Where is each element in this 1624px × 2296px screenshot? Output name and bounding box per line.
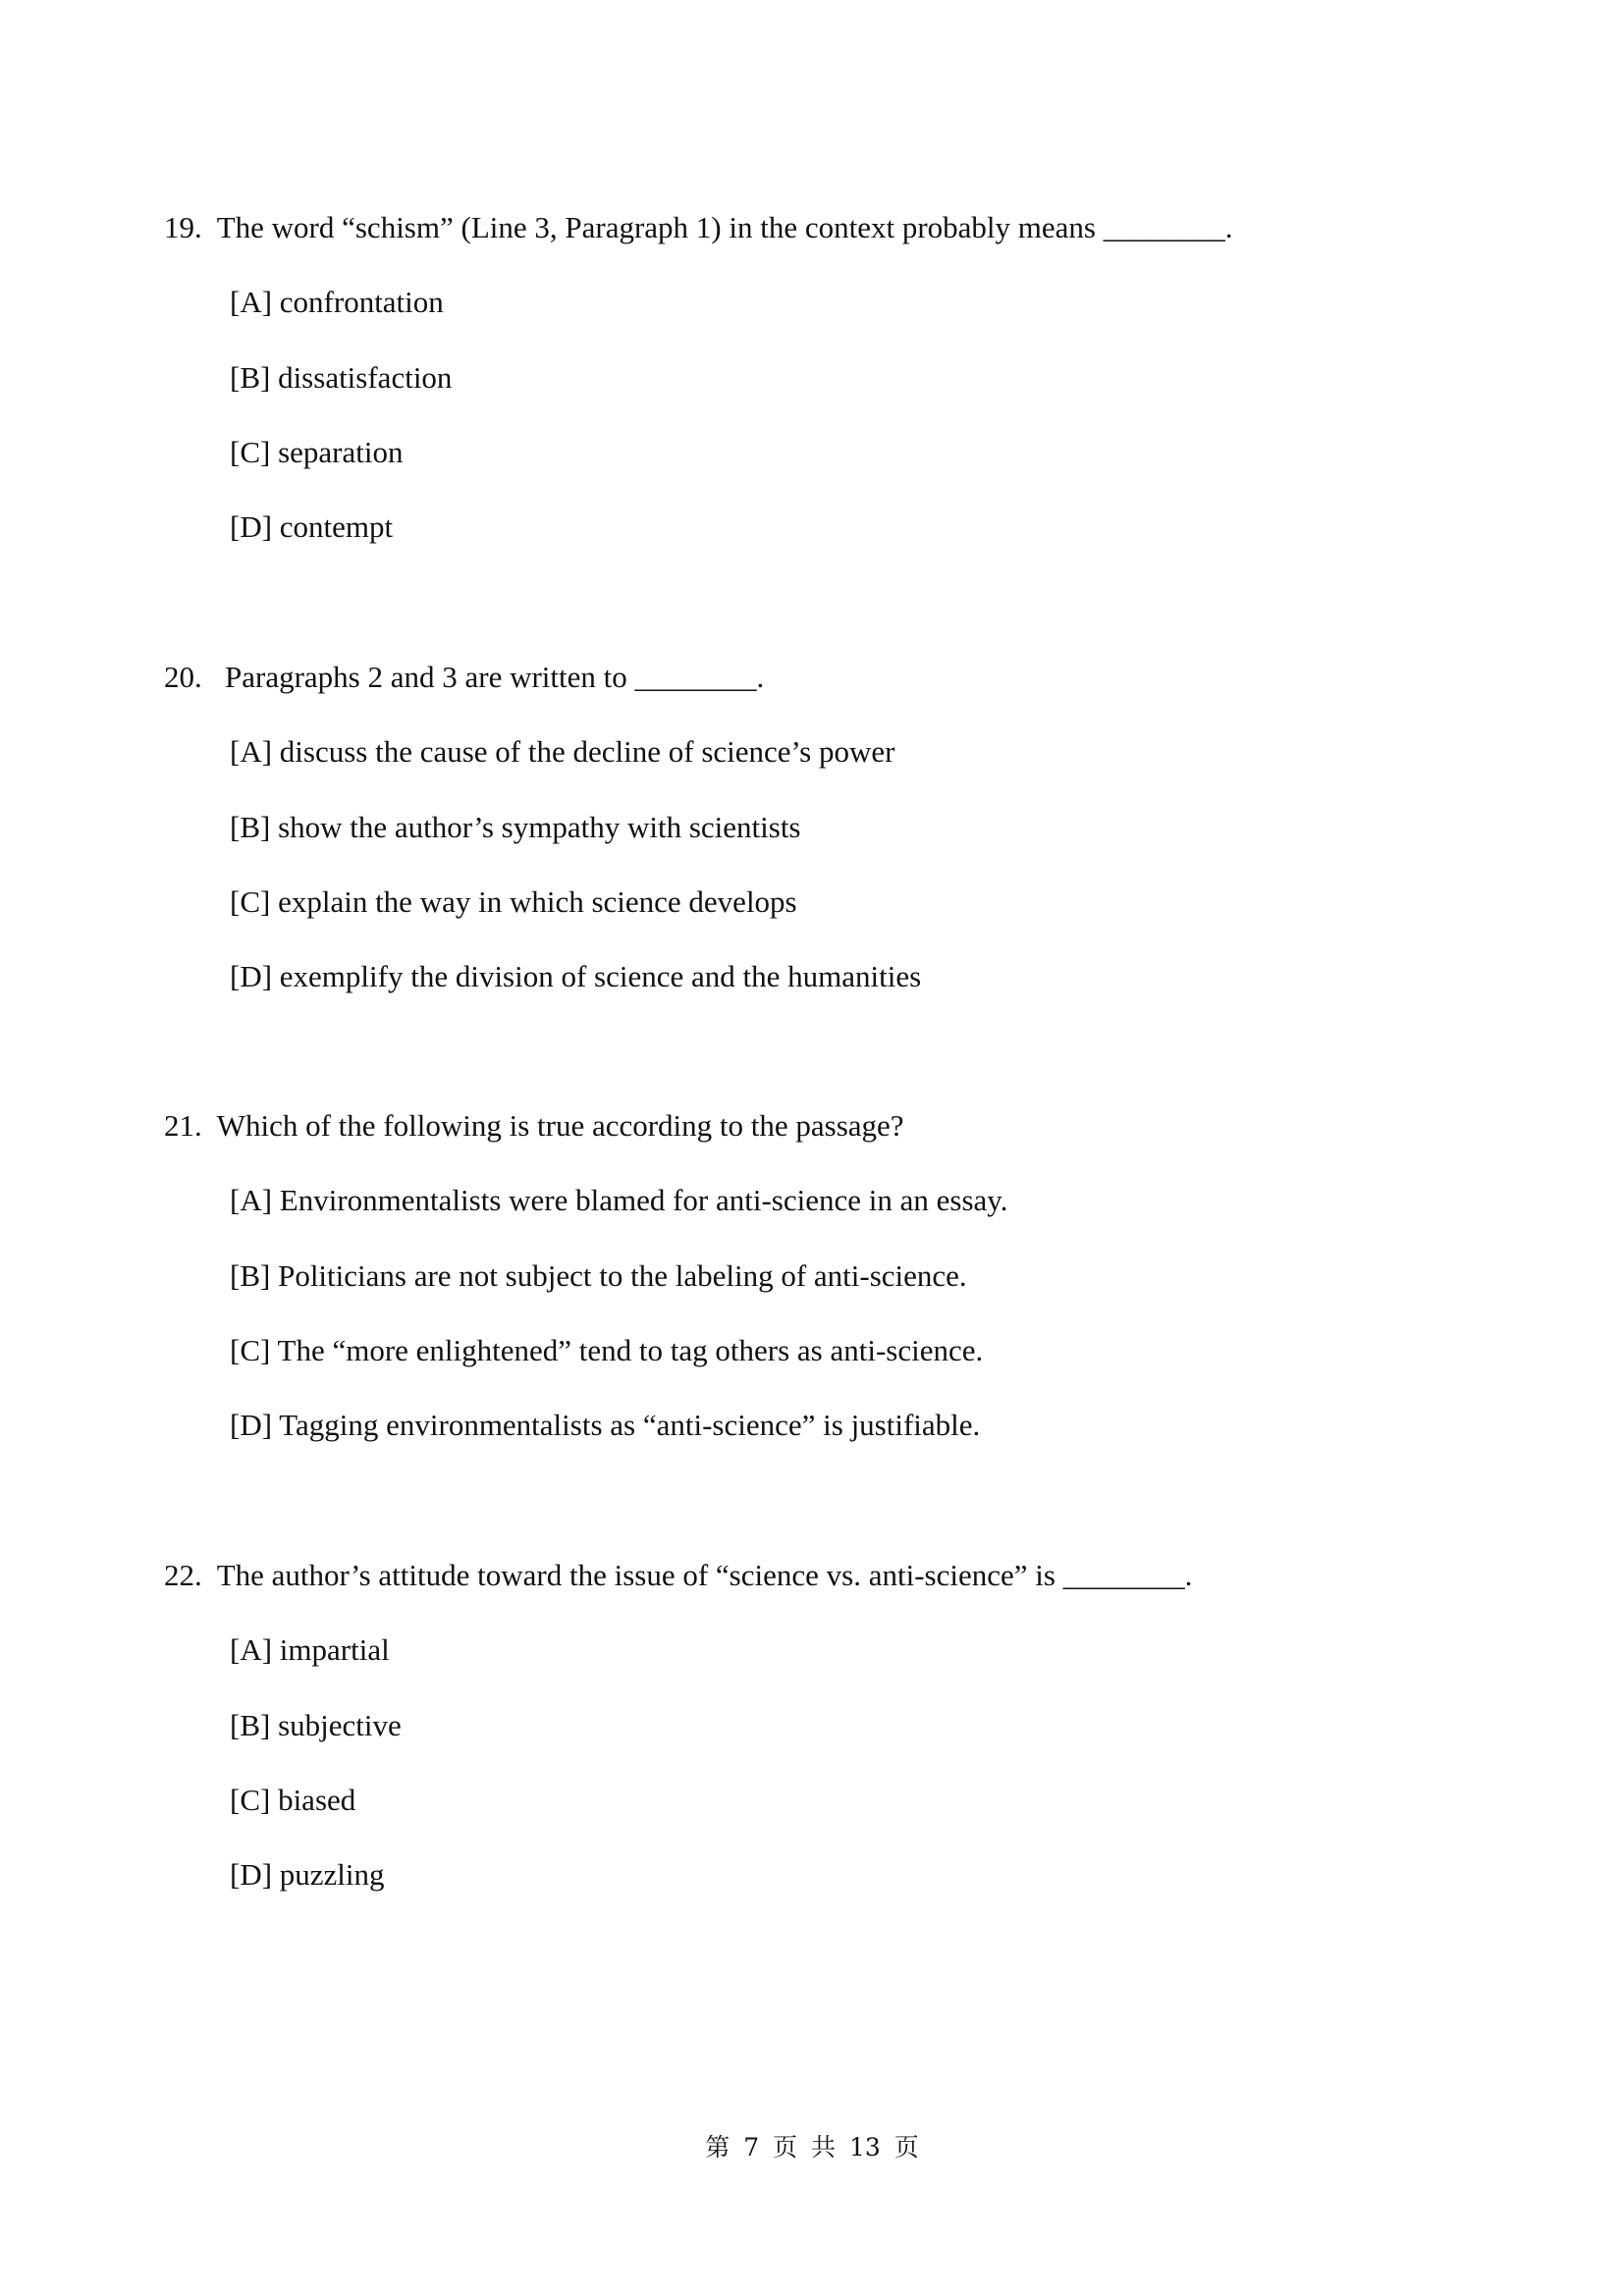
- option-b: [B] Politicians are not subject to the labeling of anti-science.: [230, 1258, 967, 1293]
- question-text: The word “schism” (Line 3, Paragraph 1) in the context probably means ________.: [216, 210, 1233, 244]
- option-c: [C] separation: [230, 435, 404, 469]
- question-stem: [164, 658, 764, 697]
- page-number-footer: 第 7 页 共 13 页: [705, 2133, 919, 2162]
- option-d: [D] contempt: [230, 509, 394, 544]
- option-a: [A] Environmentalists were blamed for anti-science in an essay.: [230, 1183, 1008, 1217]
- question-stem: [164, 208, 1232, 247]
- question-text: Which of the following is true according to the passage?: [216, 1108, 904, 1143]
- question-text: The author’s attitude toward the issue of “science vs. anti-science” is ________.: [216, 1558, 1193, 1592]
- question-stem: [164, 1106, 904, 1146]
- option-b: [B] dissatisfaction: [230, 360, 453, 395]
- option-c: [C] The “more enlightened” tend to tag others as anti-science.: [230, 1333, 984, 1367]
- option-c: [C] explain the way in which science develops: [230, 884, 797, 919]
- question-stem: [164, 1556, 1192, 1595]
- question-number: 22.: [164, 1558, 202, 1592]
- option-a: [A] discuss the cause of the decline of science’s power: [230, 734, 895, 769]
- option-d: [D] Tagging environmentalists as “anti-science” is justifiable.: [230, 1408, 981, 1442]
- question-number: 19.: [164, 210, 202, 244]
- question-text: Paragraphs 2 and 3 are written to ________.: [217, 660, 765, 694]
- option-d: [D] puzzling: [230, 1857, 385, 1892]
- question-number: 21.: [164, 1108, 202, 1143]
- option-d: [D] exemplify the division of science and the humanities: [230, 959, 922, 993]
- option-a: [A] impartial: [230, 1632, 390, 1667]
- option-a: [A] confrontation: [230, 285, 444, 319]
- question-number: 20.: [164, 660, 202, 694]
- option-b: [B] subjective: [230, 1708, 402, 1742]
- option-c: [C] biased: [230, 1783, 356, 1817]
- option-b: [B] show the author’s sympathy with scientists: [230, 810, 801, 844]
